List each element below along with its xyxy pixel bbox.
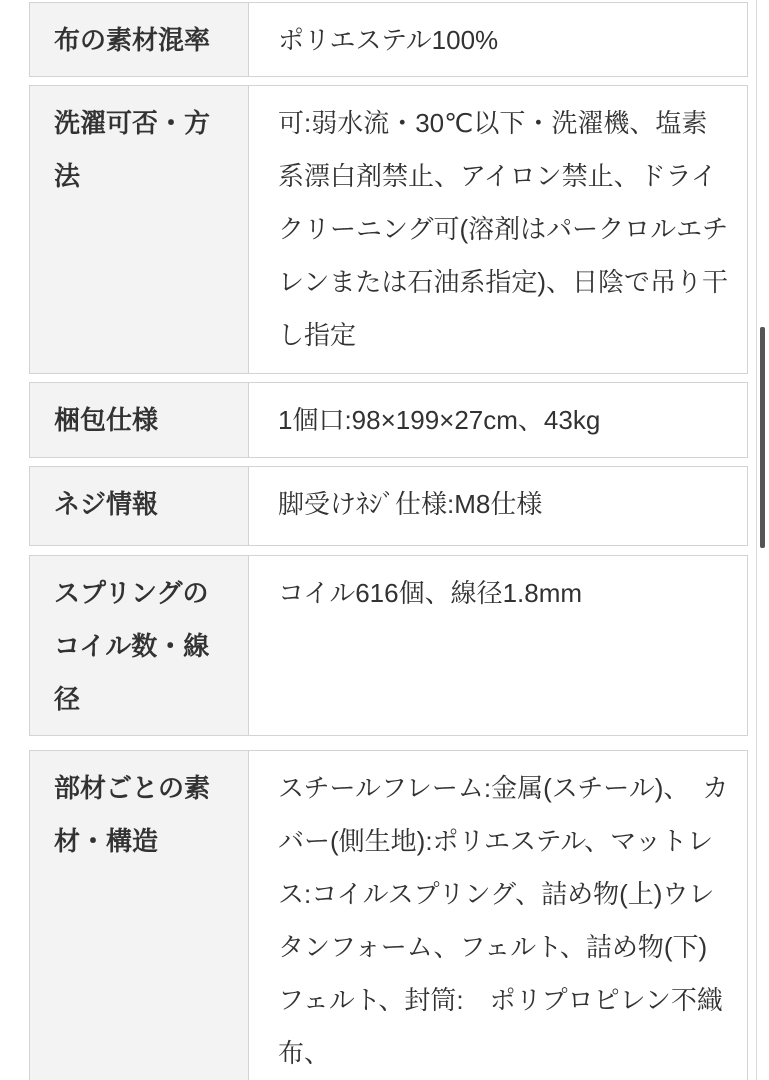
spec-row-washing xyxy=(29,85,748,374)
spec-label-spring-coil: スプリングのコイル数・線径 xyxy=(29,555,249,736)
spec-label-component-materials: 部材ごとの素材・構造 xyxy=(29,750,249,1080)
scrollbar-thumb[interactable] xyxy=(760,327,765,548)
spec-row-component-materials xyxy=(29,750,748,1080)
spec-label-packaging: 梱包仕様 xyxy=(29,382,249,458)
spec-row-spring-coil xyxy=(29,555,748,736)
spec-row-fabric-material xyxy=(29,2,748,77)
spec-row-packaging xyxy=(29,382,748,458)
spec-row-screw-info xyxy=(29,466,748,546)
spec-label-screw-info: ネジ情報 xyxy=(29,466,249,546)
spec-value-fabric-material: ポリエステル100% xyxy=(249,2,748,77)
spec-value-packaging: 1個口:98×199×27cm、43kg xyxy=(249,382,748,458)
spec-label-fabric-material: 布の素材混率 xyxy=(29,2,249,77)
spec-value-spring-coil: コイル616個、線径1.8mm xyxy=(249,555,748,736)
spec-value-screw-info: 脚受けﾈｼﾞ仕様:M8仕様 xyxy=(249,466,748,546)
spec-table xyxy=(29,2,748,1080)
content-right-border xyxy=(756,0,757,1080)
spec-label-washing: 洗濯可否・方法 xyxy=(29,85,249,374)
spec-value-washing: 可:弱水流・30℃以下・洗濯機、塩素系漂白剤禁止、アイロン禁止、ドライクリーニング可(溶剤はパークロルエチレンまたは石油系指定)、日陰で吊り干し指定 xyxy=(249,85,748,374)
spec-value-component-materials: スチールフレーム:金属(スチール)、 カバー(側生地):ポリエステル、マットレス:コイルスプリング、詰め物(上)ウレタンフォーム、フェルト、詰め物(下)フェルト、封筒: ポリプロピレン不織布、 xyxy=(249,750,748,1080)
